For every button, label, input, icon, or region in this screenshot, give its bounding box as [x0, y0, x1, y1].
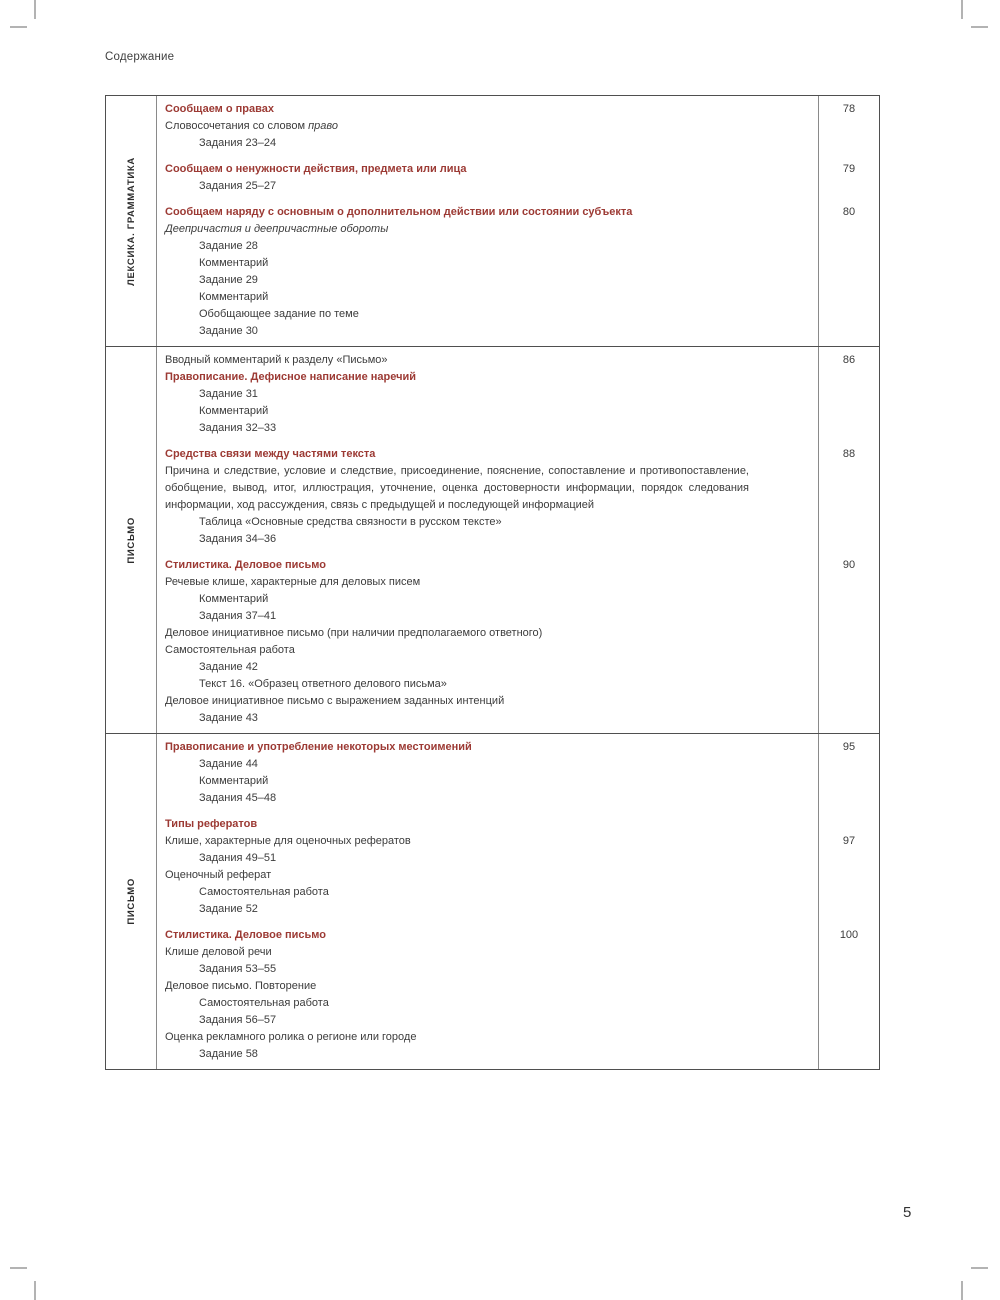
page-number: [819, 386, 879, 403]
crop-mark: [961, 1281, 963, 1300]
toc-entry-italic-word: право: [308, 120, 339, 132]
page-number: [819, 642, 879, 659]
toc-entry-text: Сообщаем о правах: [165, 103, 274, 115]
toc-entry-text: Задание 28: [199, 240, 258, 252]
page-number: [819, 463, 879, 514]
toc-entry-text: Задание 29: [199, 274, 258, 286]
column-divider: [818, 347, 819, 733]
page-number: [819, 531, 879, 548]
toc-spacer: [157, 152, 879, 161]
page-number: [819, 773, 879, 790]
page-number: [819, 625, 879, 642]
toc-entry-text: Текст 16. «Образец ответного делового письма»: [199, 678, 447, 690]
toc-line: [157, 289, 879, 306]
toc-spacer: [157, 918, 879, 927]
page-number: [819, 608, 879, 625]
toc-entry-text: Вводный комментарий к разделу «Письмо»: [165, 354, 388, 366]
toc-line: [157, 625, 879, 642]
toc-line: [157, 161, 879, 178]
toc-line: [157, 306, 879, 323]
toc-spacer: [157, 807, 879, 816]
page-number: [819, 221, 879, 238]
toc-section: [106, 346, 879, 733]
toc-entry-text: [157, 118, 819, 135]
toc-entry-text: Задание 31: [199, 388, 258, 400]
toc-entry-text: Сообщаем наряду с основным о дополнительном действии или состоянии субъекта: [165, 206, 633, 218]
page-number: [819, 850, 879, 867]
folio-page-number: 5: [903, 1204, 912, 1221]
toc-entry-text: Задания 56–57: [199, 1014, 277, 1026]
toc-entry-text: Задания 23–24: [199, 137, 277, 149]
toc-line: [157, 369, 879, 386]
page-number: 95: [842, 741, 856, 753]
toc-entry-text: Задания 25–27: [199, 180, 277, 192]
page-number: [819, 289, 879, 306]
toc-entry-word: Словосочетания со словом: [165, 120, 309, 132]
toc-entry-text: Оценочный реферат: [165, 869, 272, 881]
page-number: [819, 659, 879, 676]
section-content: [157, 734, 879, 1069]
toc-entry-text: Задания 53–55: [199, 963, 277, 975]
page-heading: Содержание: [105, 51, 175, 63]
toc-line: [157, 272, 879, 289]
toc-line: [157, 420, 879, 437]
page-number: [819, 901, 879, 918]
section-content: [157, 347, 879, 733]
toc-line: [157, 531, 879, 548]
toc-line: [157, 710, 879, 727]
page-number: [819, 693, 879, 710]
crop-mark: [34, 1281, 36, 1300]
toc-line: [157, 255, 879, 272]
toc-line: [157, 204, 879, 221]
column-divider: [818, 734, 819, 1069]
page-number: [819, 944, 879, 961]
page-number: 86: [842, 354, 856, 366]
page-number: [819, 676, 879, 693]
toc-entry-text: Правописание и употребление некоторых местоимений: [165, 741, 472, 753]
toc-spacer: [157, 437, 879, 446]
toc-entry-text: Клише, характерные для оценочных рефератов: [165, 835, 411, 847]
toc-line: [157, 884, 879, 901]
page-number: [819, 255, 879, 272]
toc-line: [157, 446, 879, 463]
page-number: [819, 306, 879, 323]
toc-line: [157, 833, 879, 850]
section-label: ПИСЬМО: [125, 516, 137, 564]
toc-line: [157, 323, 879, 340]
page-number: [819, 978, 879, 995]
page-number: 90: [842, 559, 856, 571]
section-label: ЛЕКСИКА. ГРАММАТИКА: [125, 156, 137, 286]
toc-entry-text: Самостоятельная работа: [199, 886, 329, 898]
toc-spacer: [157, 548, 879, 557]
page-number: 80: [842, 206, 856, 218]
page-number: [819, 790, 879, 807]
toc-line: [157, 790, 879, 807]
page-number: [819, 403, 879, 420]
toc-entry-text: Речевые клише, характерные для деловых писем: [165, 576, 421, 588]
page-number: [819, 961, 879, 978]
toc-line: [157, 591, 879, 608]
page-number: [819, 884, 879, 901]
page-number: [819, 272, 879, 289]
toc-line: [157, 463, 879, 514]
page-number: [819, 995, 879, 1012]
toc-entry-text: Задания 49–51: [199, 852, 277, 864]
crop-mark: [971, 26, 988, 28]
page-number: 79: [842, 163, 856, 175]
toc-entry-text: Задания 32–33: [199, 422, 277, 434]
page-number: [819, 420, 879, 437]
toc-line: [157, 978, 879, 995]
toc-line: [157, 352, 879, 369]
toc-line: [157, 1029, 879, 1046]
toc-entry-text: Стилистика. Деловое письмо: [165, 559, 327, 571]
toc-entry-text: Задания 34–36: [199, 533, 277, 545]
page-number: [819, 178, 879, 195]
toc-entry-text: Деловое инициативное письмо с выражением заданных интенций: [165, 695, 505, 707]
toc-entry-text: Средства связи между частями текста: [165, 448, 376, 460]
toc-entry-text: Задания 37–41: [199, 610, 277, 622]
page-number: [819, 514, 879, 531]
toc-line: [157, 773, 879, 790]
toc-line: [157, 178, 879, 195]
toc-line: [157, 944, 879, 961]
toc-entry-text: Задания 45–48: [199, 792, 277, 804]
toc-line: [157, 867, 879, 884]
toc-entry-text: Комментарий: [199, 775, 269, 787]
toc-entry-text: Комментарий: [199, 405, 269, 417]
column-divider: [818, 96, 819, 346]
toc-line: [157, 135, 879, 152]
toc-entry-text: Правописание. Дефисное написание наречий: [165, 371, 416, 383]
toc-line: [157, 101, 879, 118]
toc-spacer: [157, 195, 879, 204]
page-number: [819, 1012, 879, 1029]
toc-entry-text: Деепричастия и деепричастные обороты: [165, 223, 389, 235]
toc-entry-text: Оценка рекламного ролика о регионе или городе: [165, 1031, 417, 1043]
toc-line: [157, 238, 879, 255]
section-label-cell: [106, 347, 157, 733]
crop-mark: [34, 0, 36, 19]
page-number: 100: [839, 929, 859, 941]
page-number: [819, 1046, 879, 1063]
toc-line: [157, 386, 879, 403]
crop-mark: [961, 0, 963, 19]
section-content: [157, 96, 879, 346]
toc-section: [106, 733, 879, 1069]
page-number: [819, 135, 879, 152]
toc-entry-text: Комментарий: [199, 257, 269, 269]
toc-line: [157, 995, 879, 1012]
toc-line: [157, 739, 879, 756]
toc-line: [157, 574, 879, 591]
page-number: [819, 591, 879, 608]
toc-entry-text: Задание 44: [199, 758, 258, 770]
page-number: 78: [842, 103, 856, 115]
toc-entry-text: Обобщающее задание по теме: [199, 308, 359, 320]
toc-line: [157, 1046, 879, 1063]
toc-entry-text: Задание 30: [199, 325, 258, 337]
toc-entry-text: Задание 52: [199, 903, 258, 915]
crop-mark: [10, 26, 27, 28]
toc-section: [106, 96, 879, 346]
page-number: [819, 1029, 879, 1046]
toc-line: [157, 514, 879, 531]
toc-line: [157, 642, 879, 659]
toc-line: [157, 901, 879, 918]
crop-mark: [971, 1267, 988, 1269]
toc-entry-text: Сообщаем о ненужности действия, предмета или лица: [165, 163, 467, 175]
toc-line: [157, 557, 879, 574]
toc-line: [157, 676, 879, 693]
toc-line: [157, 1012, 879, 1029]
section-label: ПИСЬМО: [125, 878, 137, 925]
toc-line: [157, 927, 879, 944]
page-number: [819, 118, 879, 135]
toc-entry-text: Типы рефератов: [165, 818, 258, 830]
toc-entry-text: Задание 42: [199, 661, 258, 673]
page-number: 97: [842, 835, 856, 847]
toc-line: [157, 608, 879, 625]
toc-line: [157, 659, 879, 676]
page-number: [819, 867, 879, 884]
section-label-cell: [106, 96, 157, 346]
toc-line: [157, 816, 879, 833]
toc-line: [157, 118, 879, 135]
toc-entry-text: Задание 58: [199, 1048, 258, 1060]
page-number: [819, 756, 879, 773]
toc-entry-text: Комментарий: [199, 593, 269, 605]
page-number: 88: [842, 448, 856, 460]
page-number: [819, 710, 879, 727]
section-label-cell: [106, 734, 157, 1069]
page-number: [819, 323, 879, 340]
toc-entry-text: Задание 43: [199, 712, 258, 724]
page-number: [819, 816, 879, 833]
toc-entry-text: Комментарий: [199, 291, 269, 303]
toc-line: [157, 756, 879, 773]
toc-line: [157, 693, 879, 710]
page-number: [819, 238, 879, 255]
toc-line: [157, 961, 879, 978]
page-number: [819, 574, 879, 591]
toc-line: [157, 850, 879, 867]
toc-entry-text: Деловое письмо. Повторение: [165, 980, 317, 992]
page-number: [819, 369, 879, 386]
toc-entry-text: Стилистика. Деловое письмо: [165, 929, 327, 941]
toc-entry-text: Самостоятельная работа: [165, 644, 295, 656]
toc-line: [157, 403, 879, 420]
toc-entry-text: Самостоятельная работа: [199, 997, 329, 1009]
toc-line: [157, 221, 879, 238]
toc-entry-text: Причина и следствие, условие и следствие, присоединение, пояснение, сопоставление и противопоставление, обобщение, вывод, итог, иллюстрация, уточнение, оценка достоверности информации, порядок следования информации, ход рассуждения, связь с предыдущей и последующей информацией: [165, 465, 749, 511]
toc-entry-text: Таблица «Основные средства связности в русском тексте»: [199, 516, 502, 528]
toc-entry-text: Деловое инициативное письмо (при наличии предполагаемого ответного): [165, 627, 543, 639]
toc-entry-text: Клише деловой речи: [165, 946, 272, 958]
toc-table: [105, 95, 880, 1070]
crop-mark: [10, 1267, 27, 1269]
